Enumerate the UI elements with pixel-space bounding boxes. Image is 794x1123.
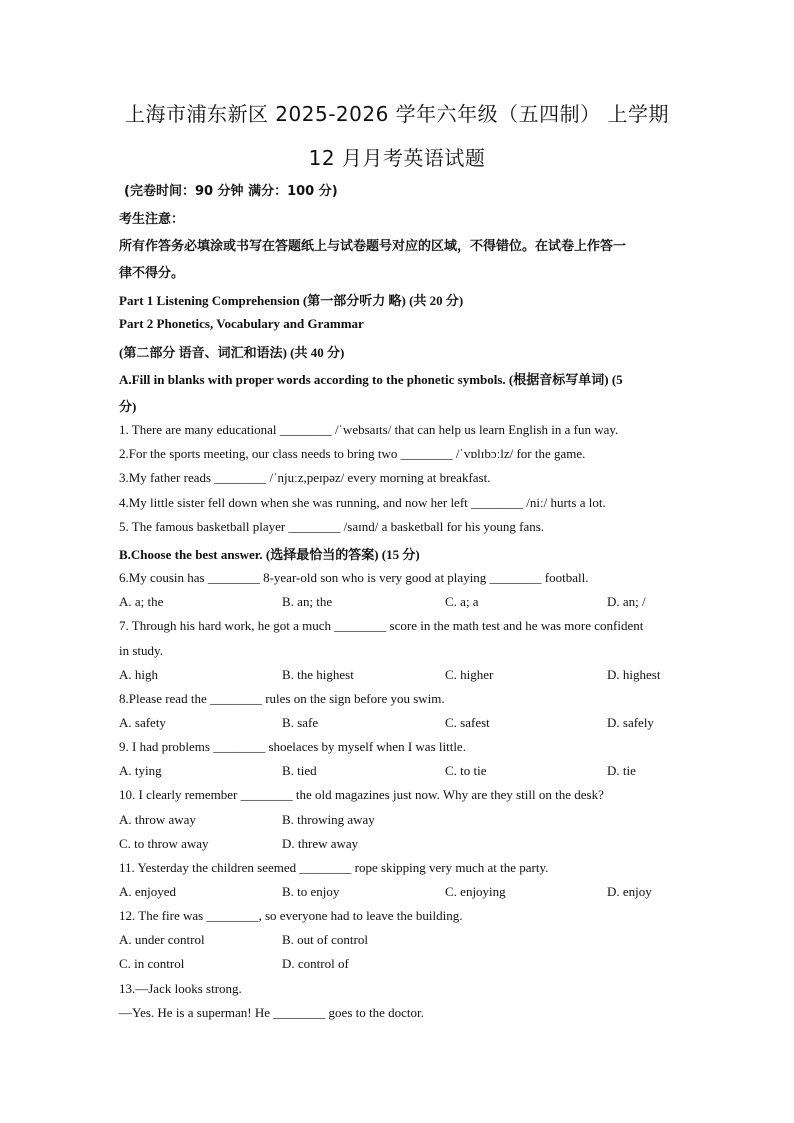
- q8-option-a: A. safety: [119, 715, 166, 730]
- question-3: 3.My father reads ________ /ˈnjuːz,peɪpəz/ every morning at breakfast.: [119, 470, 491, 485]
- notice-label: 考生注意：: [119, 212, 185, 227]
- q11-option-d: D. enjoy: [607, 884, 652, 899]
- q7-option-a: A. high: [119, 667, 158, 682]
- q12-option-b: B. out of control: [282, 932, 368, 947]
- part2-heading: Part 2 Phonetics, Vocabulary and Grammar: [119, 316, 364, 331]
- question-9: 9. I had problems ________ shoelaces by myself when I was little.: [119, 739, 466, 754]
- question-4: 4.My little sister fell down when she was running, and now her left ________ /niː/ hurts a lot.: [119, 495, 606, 510]
- q7-option-d: D. highest: [607, 667, 661, 682]
- section-b-heading: B.Choose the best answer. (选择最恰当的答案) (15 分): [119, 547, 420, 562]
- q6-option-c: C. a; a: [445, 594, 479, 609]
- q6-option-d: D. an; /: [607, 594, 646, 609]
- q9-option-c: C. to tie: [445, 763, 487, 778]
- q8-option-d: D. safely: [607, 715, 654, 730]
- exam-title-line1: 上海市浦东新区 2025-2026 学年六年级（五四制） 上学期: [124, 102, 670, 126]
- exam-info: (完卷时间：90 分钟 满分：100 分): [124, 184, 338, 199]
- part1-heading: Part 1 Listening Comprehension (第一部分听力 略) (共 20 分): [119, 293, 464, 308]
- q12-option-a: A. under control: [119, 932, 205, 947]
- part2-heading-cn: (第二部分 语音、词汇和语法) (共 40 分): [119, 345, 345, 360]
- question-6: 6.My cousin has ________ 8-year-old son who is very good at playing ________ football.: [119, 570, 589, 585]
- q8-option-c: C. safest: [445, 715, 490, 730]
- question-8: 8.Please read the ________ rules on the sign before you swim.: [119, 691, 445, 706]
- q7-option-c: C. higher: [445, 667, 494, 682]
- question-7-line2: in study.: [119, 643, 163, 658]
- section-a-heading-line1: A.Fill in blanks with proper words according to the phonetic symbols. (根据音标写单词) (5: [119, 372, 623, 387]
- q9-option-d: D. tie: [607, 763, 636, 778]
- q10-option-d: D. threw away: [282, 836, 359, 851]
- question-10: 10. I clearly remember ________ the old magazines just now. Why are they still on the desk?: [119, 787, 604, 802]
- question-2: 2.For the sports meeting, our class needs to bring two ________ /ˈvɒlɪbɔːlz/ for the game.: [119, 446, 586, 461]
- notice-text-line1: 所有作答务必填涂或书写在答题纸上与试卷题号对应的区域，不得错位。在试卷上作答一: [119, 239, 627, 254]
- q7-option-b: B. the highest: [282, 667, 354, 682]
- notice-text-line2: 律不得分。: [119, 266, 185, 281]
- question-13-line1: 13.—Jack looks strong.: [119, 981, 242, 996]
- q12-option-c: C. in control: [119, 956, 185, 971]
- q9-option-a: A. tying: [119, 763, 162, 778]
- question-1: 1. There are many educational ________ /ˈwebsaɪts/ that can help us learn English in a fun way.: [119, 422, 619, 437]
- question-7-line1: 7. Through his hard work, he got a much ________ score in the math test and he was more confident: [119, 618, 644, 633]
- q11-option-c: C. enjoying: [445, 884, 506, 899]
- q10-option-c: C. to throw away: [119, 836, 209, 851]
- q11-option-b: B. to enjoy: [282, 884, 340, 899]
- q12-option-d: D. control of: [282, 956, 349, 971]
- question-12: 12. The fire was ________, so everyone had to leave the building.: [119, 908, 463, 923]
- q11-option-a: A. enjoyed: [119, 884, 177, 899]
- question-11: 11. Yesterday the children seemed ________ rope skipping very much at the party.: [119, 860, 549, 875]
- question-5: 5. The famous basketball player ________ /saɪnd/ a basketball for his young fans.: [119, 519, 545, 534]
- q6-option-a: A. a; the: [119, 594, 164, 609]
- q9-option-b: B. tied: [282, 763, 317, 778]
- exam-title-line2: 12 月月考英语试题: [308, 146, 486, 170]
- q8-option-b: B. safe: [282, 715, 319, 730]
- q10-option-b: B. throwing away: [282, 812, 375, 827]
- q6-option-b: B. an; the: [282, 594, 333, 609]
- question-13-line2: —Yes. He is a superman! He ________ goes to the doctor.: [119, 1005, 424, 1020]
- section-a-heading-line2: 分): [119, 399, 137, 414]
- q10-option-a: A. throw away: [119, 812, 196, 827]
